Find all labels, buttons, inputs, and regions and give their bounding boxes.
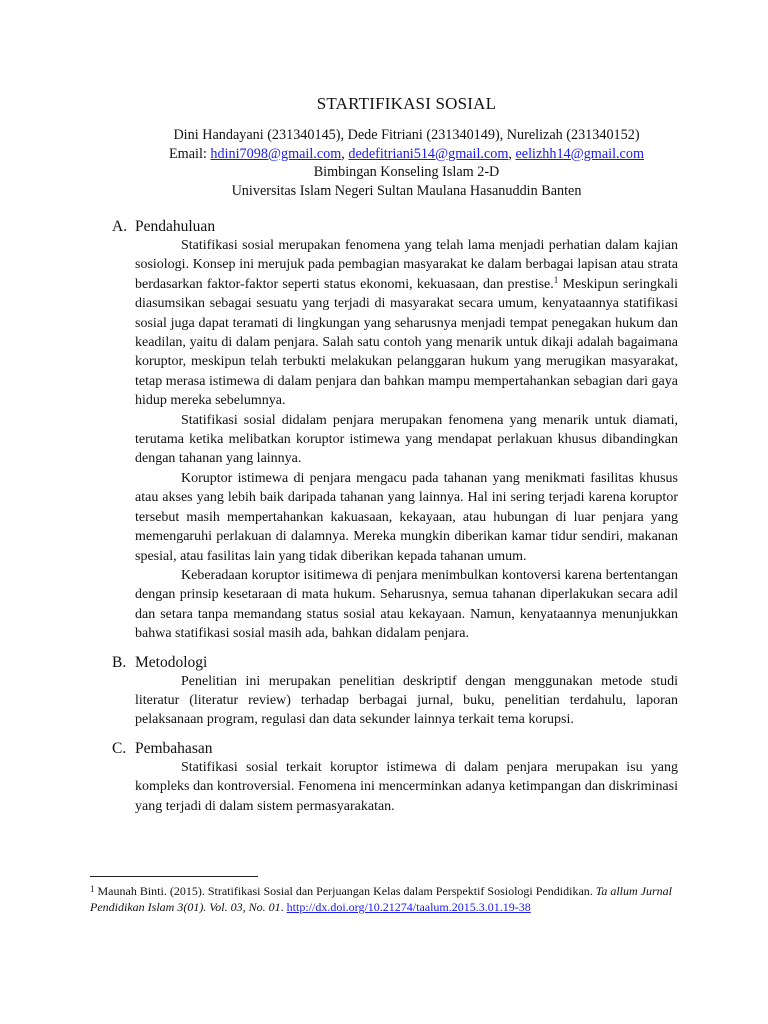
section-a-paragraph-2: Statifikasi sosial didalam penjara merupakan fenomena yang menarik untuk diamati, terutama ketika melibatkan koruptor istimewa yang mendapat perlakuan khusus dibandingkan dengan tahanan yang lainnya. — [135, 412, 678, 467]
section-b-letter: B. — [112, 653, 127, 671]
footnote-after-journal: . — [280, 900, 287, 914]
email-label: Email: — [169, 145, 207, 162]
p1-text-after: Meskipun seringkali diasumsikan sebagai sesuatu yang terjadi di masyarakat secara umum, kenyataannya statifikasi sosial juga dapat teramati di lingkungan yang seharusnya menjadi tempat penegakan hukum dan keadilan, yaitu di dalam penjara. Salah satu contoh yang menarik untuk dikaji adalah bagaimana koruptor, meskipun telah terbukti melakukan pelanggaran hukum yang merugikan masyarakat, tetap merasa istimewa di dalam penjara dan bahkan mampu mempertahankan sebagian dari gaya hidup mereka sebelumnya. — [135, 276, 678, 409]
section-a-paragraph-1 — [135, 236, 678, 411]
footnote-doi-link[interactable]: http://dx.doi.org/10.21274/taalum.2015.3.01.19-38 — [286, 900, 531, 914]
university-line: Universitas Islam Negeri Sultan Maulana Hasanuddin Banten — [231, 182, 582, 199]
paper-title: STARTIFIKASI SOSIAL — [316, 94, 497, 113]
section-c-heading — [112, 739, 678, 758]
section-a-paragraph-4: Keberadaan koruptor isitimewa di penjara menimbulkan kontoversi karena bertentangan dengan prinsip kesetaraan di mata hukum. Seharusnya, semua tahanan diperlakukan secara adil dan setara tanpa memandang status sosial atau kekayaan. Namun, kenyataannya menunjukkan bahwa statifikasi sosial masih ada, bahkan didalam penjara. — [135, 567, 678, 642]
footnote — [90, 881, 680, 915]
section-c-title: Pembahasan — [135, 739, 213, 757]
footnote-ref[interactable]: 1 — [553, 274, 559, 285]
section-b-paragraph-1: Penelitian ini merupakan penelitian deskriptif dengan menggunakan metode studi literatur (literatur review) terhadap berbagai jurnal, buku, penelitian terdahulu, laporan pelaksanaan program, regulasi dan data sekunder lainnya terkait tema korupsi. — [135, 673, 678, 728]
section-a-heading — [112, 218, 678, 236]
section-c-letter: C. — [112, 739, 127, 757]
footnote-separator — [90, 876, 258, 877]
program-line: Bimbingan Konseling Islam 2-D — [313, 164, 500, 180]
author-block — [135, 126, 678, 200]
footnote-text: Maunah Binti. (2015). Stratifikasi Sosial dan Perjuangan Kelas dalam Perspektif Sosiologi Pendidikan. — [94, 884, 596, 898]
footnote-journal: Ta allum Jurnal Pendidikan Islam 3(01). Vol. 03, No. 01 — [90, 884, 673, 914]
p1-text-before: Statifikasi sosial merupakan fenomena yang telah lama menjadi perhatian dalam kajian sosiologi. Konsep ini merujuk pada pembagian masyarakat ke dalam berbagai lapisan atau strata berdasarkan faktor-faktor seperti status ekonomi, kekuasaan, dan prestise. — [135, 238, 678, 292]
footnote-mark: 1 — [90, 884, 95, 894]
email-link-3[interactable]: eelizhh14@gmail.com — [515, 145, 644, 162]
email-link-2[interactable]: dedefitriani514@gmail.com — [348, 145, 509, 162]
authors-line: Dini Handayani (231340145), Dede Fitriani (231340149), Nurelizah (231340152) — [173, 127, 640, 143]
section-c-paragraph-1: Statifikasi sosial terkait koruptor istimewa di dalam penjara merupakan isu yang kompleks dan kontroversial. Fenomena ini mencerminkan adanya ketimpangan dan diskriminasi yang terjadi di dalam sistem permasyarakatan. — [135, 759, 678, 814]
email-link-1[interactable]: hdini7098@gmail.com — [210, 145, 342, 162]
section-a-paragraph-3: Koruptor istimewa di penjara mengacu pada tahanan yang menikmati fasilitas khusus atau akses yang lebih baik daripada tahanan yang lainnya. Hal ini sering terjadi karena koruptor tersebut masih mempertahankan kakuasaan, kekayaan, atau hubungan di luar penjara yang memengaruhi perlakuan di dalamnya. Mereka mungkin diberikan kamar tidur sendiri, makanan spesial, atau fasilitas lain yang tidak diberikan kepada tahanan umum. — [135, 470, 678, 564]
section-b-title: Metodologi — [135, 653, 208, 671]
section-a-title: Pendahuluan — [135, 218, 216, 235]
email-line: Email: hdini7098@gmail.com, dedefitriani514@gmail.com, eelizhh14@gmail.com — [169, 145, 644, 162]
section-a-letter: A. — [112, 218, 128, 235]
section-b-heading — [112, 653, 678, 672]
